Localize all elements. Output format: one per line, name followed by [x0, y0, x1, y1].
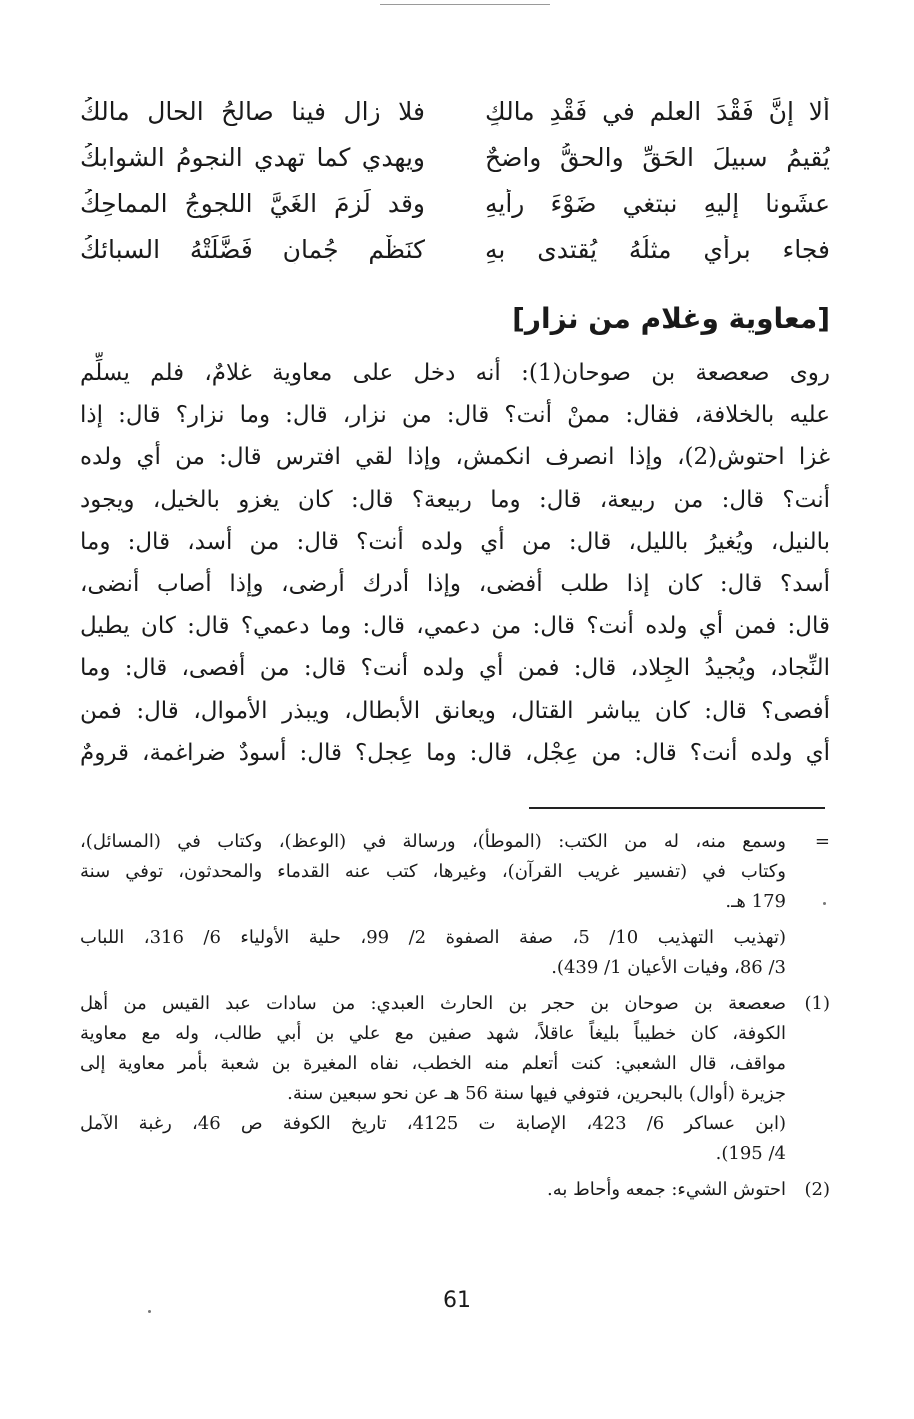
- footnote-marker: =: [814, 831, 830, 852]
- body-line: قال: فمن أي ولده أنت؟ قال: من دعمي، قال: وما دعمي؟ قال: كان يطيل: [80, 613, 830, 640]
- body-line: أنت؟ قال: من ربيعة، قال: وما ربيعة؟ قال: كان يغزو بالخيل، ويجود: [80, 486, 830, 513]
- body-line: روى صعصعة بن صوحان(1): أنه دخل على معاوية غلامٌ، فلم يسلِّم: [80, 360, 830, 386]
- verse-first-hemistich: ألا إنَّ فَقْدَ العلم في فَقْدِ مالكٍ: [485, 96, 830, 126]
- footnote-line: احتوش الشيء: جمعه وأحاط به.: [547, 1179, 786, 1200]
- verse-second-hemistich: كنَظْمِ جُمانٍ فَضَّلَتْهُ السبائكُ: [80, 234, 425, 264]
- footnote-line: (تهذيب التهذيب 10/ 5، صفة الصفوة 2/ 99، حلية الأولياء 6/ 316، اللباب: [80, 927, 786, 948]
- footnote-line: 179 هـ.: [725, 891, 786, 912]
- footnote-body: [80, 1175, 786, 1205]
- poem-verse: [80, 226, 830, 272]
- footnote-marker: [786, 923, 830, 983]
- page-number: 61: [443, 1288, 471, 1313]
- verse-second-hemistich: وقد لَزِمَ الغَيَّ اللجوجُ المماحِكُ: [80, 188, 425, 218]
- footnote-line: مواقف، قال الشعبي: كنت أتعلم منه الخطب، نفاه المغيرة بن شعبة بأمر معاوية إلى: [80, 1053, 786, 1074]
- footnote-line: وسمع منه، له من الكتب: (الموطأ)، ورسالة في (الوعظ)، وكتاب في (المسائل)،: [80, 831, 786, 852]
- footnote-body: [80, 989, 786, 1169]
- footnote-body: [80, 827, 786, 917]
- poem-verse: [80, 88, 830, 134]
- footnote-1: [80, 989, 830, 1169]
- footnote-body: [80, 923, 786, 983]
- body-line: عليه بالخلافة، فقال: ممنْ أنت؟ قال: من نزار، قال: وما نزار؟ قال: إذا: [80, 402, 830, 429]
- body-line: غزا احتوش(2)، وإذا انصرف انكمش، وإذا لقي افترس قال: من أي ولده: [80, 444, 830, 471]
- poem: [80, 88, 830, 272]
- poem-verse: [80, 180, 830, 226]
- body-line: أسد؟ قال: كان إذا طلب أفضى، وإذا أدرك أرضى، وإذا أصاب أنضى،: [80, 570, 830, 597]
- body-line: بالنيل، ويُغيرُ بالليل، قال: من أي ولده أنت؟ قال: من أسد، قال: وما: [80, 528, 830, 555]
- scan-speck: [823, 902, 826, 905]
- footnote-line: وكتاب في (تفسير غريب القرآن)، وغيرها، كتب عنه القدماء والمحدثون، توفي سنة: [80, 861, 786, 882]
- footnote-line: 3/ 86، وفيات الأعيان 1/ 439).: [551, 957, 786, 978]
- verse-first-hemistich: فجاء برأيٍ مثلُهُ يُقتدى بهِ: [485, 234, 830, 264]
- body-line: النِّجاد، ويُجيدُ الجِلاد، قال: فمن أي ولده أنت؟ قال: من أفصى، قال: وما: [80, 655, 830, 682]
- footnote-line: جزيرة (أوال) بالبحرين، فتوفي فيها سنة 56 هـ عن نحو سبعين سنة.: [287, 1083, 786, 1104]
- verse-second-hemistich: فلا زال فينا صالحُ الحالِ مالكُ: [80, 96, 425, 126]
- body-line: أفصى؟ قال: كان يباشر القتال، ويعانق الأبطال، ويبذر الأموال، قال: فمن: [80, 697, 830, 724]
- footnote-continuation: [80, 827, 830, 917]
- poem-verse: [80, 134, 830, 180]
- footnote-line: الكوفة، كان خطيباً بليغاً عاقلاً، شهد صفين مع علي بن أبي طالب، وله مع معاوية: [80, 1023, 786, 1044]
- verse-first-hemistich: يُقيمُ سبيلَ الحَقِّ والحقُّ واضحٌ: [485, 142, 830, 172]
- top-rule: [380, 4, 550, 5]
- verse-first-hemistich: عشَونا إليهِ نبتغي ضَوْءَ رأيهِ: [485, 188, 830, 218]
- footnote-line: صعصعة بن صوحان بن حجر بن الحارث العبدي: من سادات عبد القيس من أهل: [80, 993, 786, 1014]
- body-paragraph: [80, 352, 830, 774]
- footnote-marker: (2): [804, 1179, 830, 1200]
- verse-second-hemistich: ويهدي كما تهدي النجومُ الشوابكُ: [80, 142, 425, 172]
- footnote-separator: [529, 807, 825, 809]
- body-line: أي ولده أنت؟ قال: من عِجْل، قال: وما عِجل؟ قال: أسودٌ ضراغمة، قرومٌ: [80, 739, 830, 766]
- scan-speck: [148, 1310, 151, 1313]
- footnotes: [80, 827, 830, 1211]
- footnote-sources: [80, 923, 830, 983]
- footnote-line: 4/ 195).: [715, 1143, 786, 1164]
- section-title: [معاوية وغلام من نزار]: [512, 302, 830, 335]
- footnote-marker: (1): [804, 993, 830, 1014]
- footnote-2: [80, 1175, 830, 1205]
- footnote-line: (ابن عساكر 6/ 423، الإصابة ت 4125، تاريخ الكوفة ص 46، رغبة الآمل: [80, 1113, 786, 1134]
